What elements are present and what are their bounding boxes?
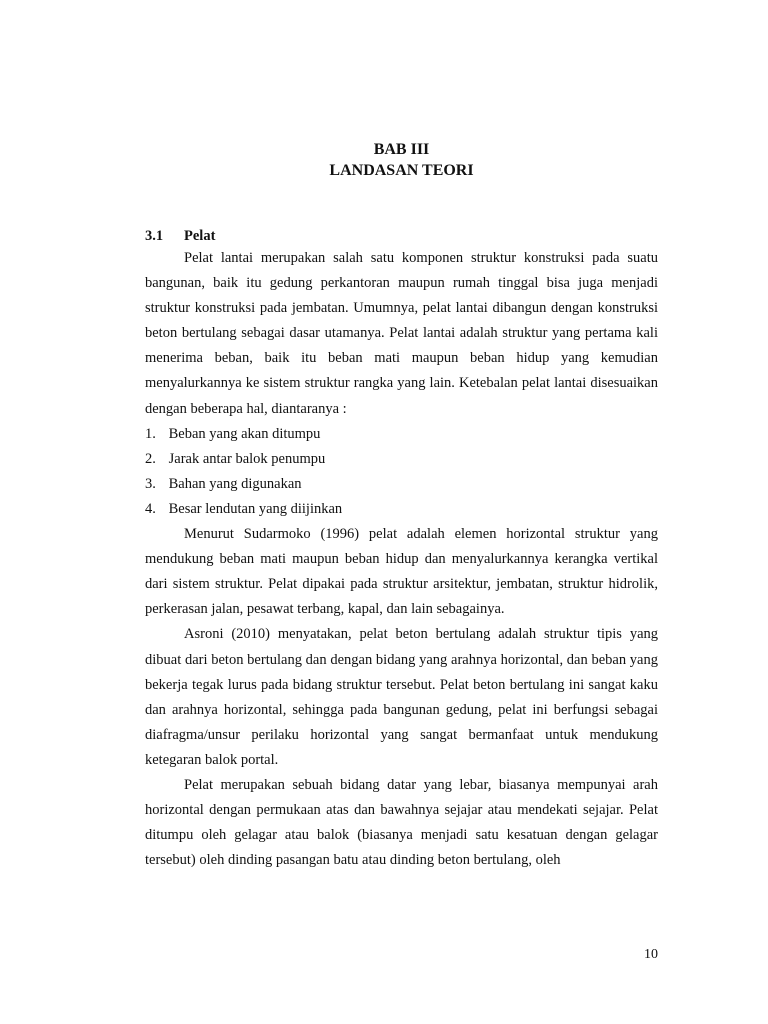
numbered-list <box>145 422 658 522</box>
list-item <box>145 497 658 522</box>
paragraph-3: Asroni (2010) menyatakan, pelat beton bertulang adalah struktur tipis yang dibuat dari beton bertulang dan dengan bidang yang arahnya horizontal, dan beban yang bekerja tegak lurus pada bidang struktur tersebut. Pelat beton bertulang ini sangat kaku dan arahnya horizontal, sehingga pada bangunan gedung, pelat ini berfungsi sebagai diafragma/unsur perilaku horizontal yang sangat bermanfaat untuk mendukung ketegaran balok portal. <box>145 626 658 768</box>
paragraph-1: Pelat lantai merupakan salah satu komponen struktur konstruksi pada suatu bangunan, baik itu gedung perkantoran maupun rumah tinggal bisa juga menjadi struktur konstruksi pada jembatan. Umumnya, pelat lantai dibangun dengan konstruksi beton bertulang sebagai dasar utamanya. Pelat lantai adalah struktur yang pertama kali menerima beban, baik itu beban mati maupun beban hidup yang kemudian menyalurkannya ke sistem struktur rangka yang lain. Ketebalan pelat lantai disesuaikan dengan beberapa hal, diantaranya : <box>145 250 658 417</box>
list-item <box>145 447 658 472</box>
chapter-title: LANDASAN TEORI <box>329 162 474 179</box>
list-item <box>145 472 658 497</box>
section-number: 3.1 <box>145 228 164 244</box>
paragraph-2: Menurut Sudarmoko (1996) pelat adalah elemen horizontal struktur yang mendukung beban mati maupun beban hidup dan menyalurkannya kerangka vertikal dari sistem struktur. Pelat dipakai pada struktur arsitektur, jembatan, struktur hidrolik, perkerasan jalan, pesawat terbang, kapal, dan lain sebagainya. <box>145 526 658 618</box>
list-item-text: Bahan yang digunakan <box>168 475 302 492</box>
list-item-text: Jarak antar balok penumpu <box>168 450 326 467</box>
list-item-number: 1. <box>145 425 156 442</box>
paragraph-4: Pelat merupakan sebuah bidang datar yang lebar, biasanya mempunyai arah horizontal dengan permukaan atas dan bawahnya sejajar atau mendekati sejajar. Pelat ditumpu oleh gelagar atau balok (biasanya menjadi satu kesatuan dengan gelagar tersebut) oleh dinding pasangan batu atau dinding beton bertulang, oleh <box>145 776 658 869</box>
list-item-number: 3. <box>145 475 156 492</box>
list-item <box>145 422 658 447</box>
chapter-label: BAB III <box>373 141 430 158</box>
list-item-text: Beban yang akan ditumpu <box>168 425 321 442</box>
section-title: Pelat <box>184 228 216 244</box>
list-item-text: Besar lendutan yang diijinkan <box>168 500 343 517</box>
body-text <box>145 246 658 873</box>
list-item-number: 4. <box>145 500 156 517</box>
list-item-number: 2. <box>145 450 156 467</box>
page-number: 10 <box>644 947 658 962</box>
